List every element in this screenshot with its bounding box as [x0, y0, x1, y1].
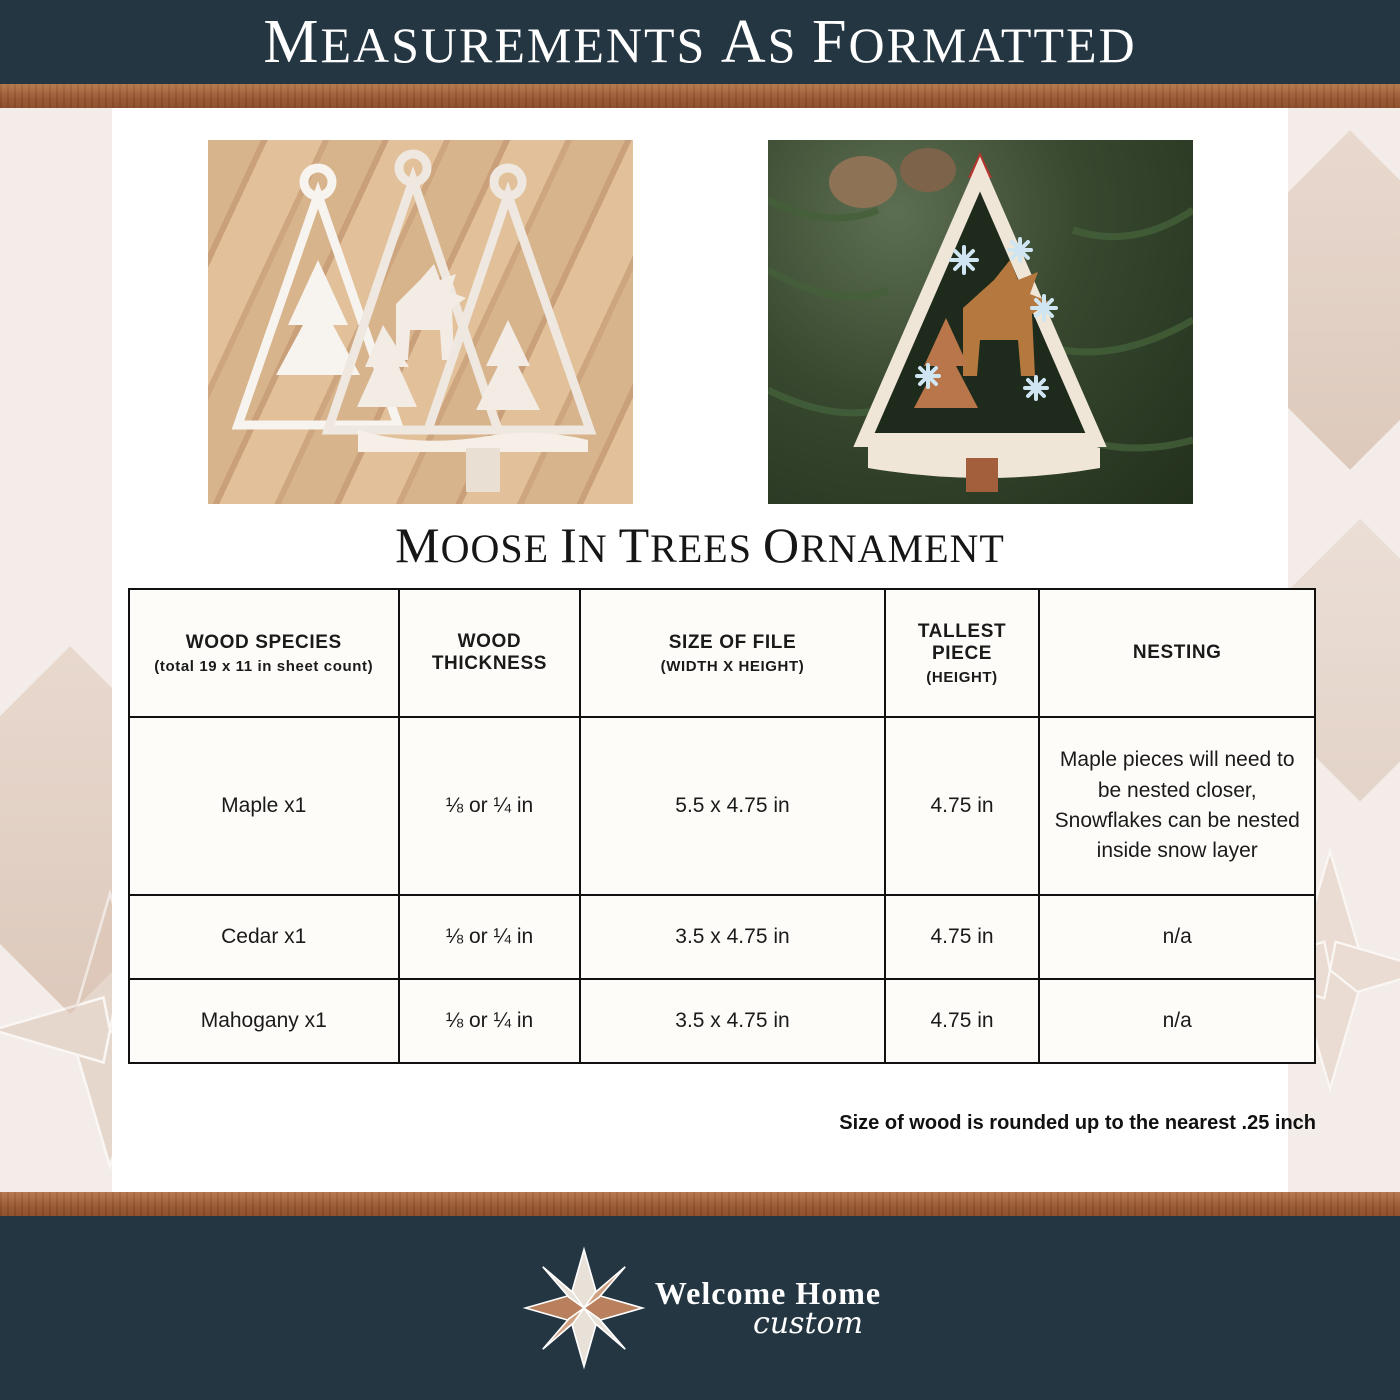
measurements-table-wrap [128, 588, 1316, 1064]
header-tallest-piece: TALLEST PIECE (HEIGHT) [885, 589, 1040, 717]
cell-size: 3.5 x 4.75 in [580, 979, 884, 1063]
cell-nesting: n/a [1039, 895, 1315, 979]
header-wood-thickness: WOOD THICKNESS [399, 589, 581, 717]
page-title: MEASUREMENTS AS FORMATTED [263, 7, 1137, 76]
cell-species: Cedar x1 [129, 895, 399, 979]
cell-nesting: n/a [1039, 979, 1315, 1063]
cell-tallest: 4.75 in [885, 895, 1040, 979]
ornament-layers-illustration [208, 140, 633, 504]
header-bar [0, 0, 1400, 84]
table-row [129, 895, 1315, 979]
table-row [129, 979, 1315, 1063]
brand-name: Welcome Home [654, 1275, 882, 1311]
footer-bar [0, 1216, 1400, 1400]
cell-tallest: 4.75 in [885, 979, 1040, 1063]
header-size-of-file: SIZE OF FILE (WIDTH X HEIGHT) [580, 589, 884, 717]
header-nesting: NESTING [1039, 589, 1315, 717]
table-row [129, 717, 1315, 895]
table-header-row [129, 589, 1315, 717]
wood-divider-top [0, 84, 1400, 108]
photo-gallery [0, 140, 1400, 504]
cell-tallest: 4.75 in [885, 717, 1040, 895]
finished-ornament-photo [768, 140, 1193, 504]
unfinished-ornament-layers-photo [208, 140, 633, 504]
rounding-note: Size of wood is rounded up to the nearest .25 inch [839, 1112, 1316, 1134]
wood-divider-bottom [0, 1192, 1400, 1216]
cell-thickness: ⅛ or ¼ in [399, 717, 581, 895]
cell-species: Maple x1 [129, 717, 399, 895]
finished-ornament-illustration [768, 140, 1193, 504]
header-wood-species: WOOD SPECIES (total 19 x 11 in sheet count) [129, 589, 399, 717]
cell-thickness: ⅛ or ¼ in [399, 979, 581, 1063]
brand-script: custom [752, 1306, 864, 1341]
cell-size: 3.5 x 4.75 in [580, 895, 884, 979]
cell-species: Mahogany x1 [129, 979, 399, 1063]
cell-thickness: ⅛ or ¼ in [399, 895, 581, 979]
measurements-table [128, 588, 1316, 1064]
product-title: MOOSE IN TREES ORNAMENT [395, 517, 1005, 573]
brand-logo [519, 1243, 881, 1373]
cell-size: 5.5 x 4.75 in [580, 717, 884, 895]
cell-nesting: Maple pieces will need to be nested closer, Snowflakes can be nested inside snow layer [1039, 717, 1315, 895]
quilt-star-icon [519, 1243, 649, 1373]
